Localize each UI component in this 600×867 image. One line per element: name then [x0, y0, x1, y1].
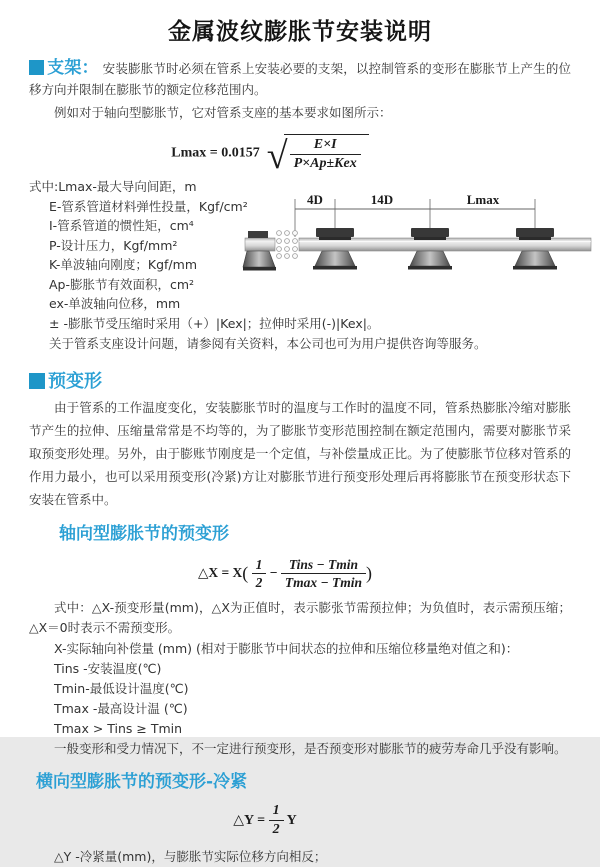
axial-definition-item: X-实际轴向补偿量 (mm) (相对于膨胀节中间状态的拉伸和压缩位移量绝对值之和)： [54, 640, 519, 656]
dim-label-4d: 4D [307, 192, 323, 207]
lateral-subheading: 横向型膨胀节的预变形-冷紧 [36, 771, 248, 792]
page-content [0, 58, 600, 867]
section-bullet-icon [29, 373, 45, 389]
definition-item: P-设计压力，Kgf/mm² [49, 237, 178, 253]
axial-definition-item: Tmax > Tins ≥ Tmin [54, 720, 183, 736]
predeform-body-text: 由于管系的工作温度变化，安装膨胀节时的温度与工作时的温度不同，管系热膨胀冷缩对膨胀节产生的拉伸、压缩量常常是不均等的，为了膨胀节变形范围控制在额定范围内，需要对膨胀节采取预变形处理。另外，由于膨账节刚度是一个定值，与补偿量成正比。为了使膨胀节位移对管系的作用力最小，也可以采用预变形(冷紧)方让对膨胀节进行预变形处理后再将膨胀节在预变形状态下安装在管系中。 [29, 399, 571, 507]
radical-content [284, 134, 369, 172]
sqrt-icon: √ [266, 135, 288, 178]
delta-y-lhs: △Y = [233, 812, 266, 828]
half-fraction [269, 803, 284, 838]
page-title: 金属波纹膨胀节安装说明 [168, 19, 432, 45]
service-note: 关于管系支座设计问题，请参阅有关资料，本公司也可为用户提供咨询等服务。 [49, 335, 487, 351]
lateral-note: △Y -冷紧量(mm)，与膨胀节实际位移方向相反； [54, 848, 327, 864]
definition-item: E-管系管道材料弹性投量，Kgf/cm² [49, 198, 248, 214]
lmax-fraction [290, 137, 361, 172]
plus-minus-note: ± -膨胀节受压缩时采用（+）|Kex|；拉伸时采用(-)|Kex|。 [49, 315, 380, 331]
bellows-icon [277, 231, 298, 259]
lmax-denominator: P×Ap±Kex [290, 154, 361, 172]
support-section-heading: 支架： [47, 58, 99, 78]
delta-y-formula [29, 803, 501, 838]
temperature-fraction [281, 557, 366, 591]
pipe-stub [245, 238, 275, 251]
lmax-numerator: E×I [313, 137, 337, 152]
support-example-text: 例如对于轴向型膨胀节，它对管系支座的基本要求如图所示： [54, 105, 392, 120]
section-bullet-icon [29, 60, 44, 75]
half-num: 1 [272, 802, 280, 818]
definition-item: K-单波轴向刚度；Kgf/mm [49, 257, 197, 273]
close-paren: ) [366, 562, 373, 583]
minus-operator: − [269, 564, 278, 580]
predeform-heading [29, 367, 571, 393]
definition-item: I-管系管道的惯性矩，cm⁴ [49, 218, 194, 234]
half-den: 2 [269, 820, 284, 838]
definition-item: 式中:Lmax-最大导向间距，m [29, 179, 197, 195]
half-fraction [252, 557, 267, 591]
axial-definition-item: Tmax -最高设计温 (℃) [54, 700, 188, 716]
delta-x-explanation: 式中：△X-预变形量(mm)，△X为正值时，表示膨张节需预拉伸；为负值时，表示需预压缩；△X＝0时表示不需预变形。 [29, 599, 571, 635]
axial-definition-item: Tmin-最低设计温度(℃) [54, 680, 189, 696]
open-paren: ( [242, 562, 249, 583]
definition-item: Ap-膨胀节有效面积，cm² [49, 276, 195, 292]
support-diagram-svg [243, 191, 595, 291]
definition-item: ex-单波轴向位移，mm [49, 296, 181, 312]
delta-y-rhs: Y [286, 812, 297, 828]
axial-definitions [54, 639, 571, 739]
axial-note: 一般变形和受力情况下，不一定进行预变形，是否预变形对膨胀节的疲劳寿命几乎没有影响。 [54, 740, 567, 756]
half-num: 1 [255, 556, 263, 572]
axial-definition-item: Tins -安装温度(℃) [54, 660, 162, 676]
support-diagram [243, 191, 595, 291]
lmax-formula [29, 134, 511, 178]
axial-subheading: 轴向型膨胀节的预变形 [59, 523, 229, 544]
support-intro-text: 安装膨胀节时必须在管系上安装必要的支架，以控制管系的变形在膨胀节上产生的位移方向并限制在膨胀节的额定位移范围内。 [29, 61, 571, 97]
dim-label-14d: 14D [370, 192, 394, 207]
predeform-heading-label: 预变形 [48, 370, 102, 392]
lmax-formula-lhs: Lmax = 0.0157 [171, 145, 260, 161]
temp-num: Tins − Tmin [288, 556, 359, 572]
delta-x-lhs: △X = X [197, 564, 243, 580]
dim-label-lmax: Lmax [466, 192, 500, 207]
radical [266, 134, 369, 178]
support-paragraph [29, 58, 571, 100]
delta-x-formula [29, 557, 541, 591]
temp-den: Tmax − Tmin [281, 573, 366, 591]
half-den: 2 [252, 573, 267, 591]
